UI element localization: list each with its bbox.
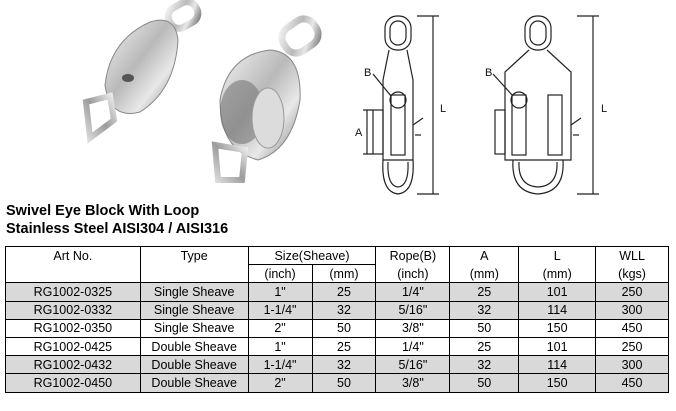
cell-wll: 250 <box>596 283 669 301</box>
cell-art-no: RG1002-0425 <box>6 337 141 355</box>
cell-size-mm: 50 <box>312 374 376 392</box>
cell-rope: 5/16" <box>376 301 450 319</box>
cell-l: 150 <box>519 319 596 337</box>
cell-size-inch: 1" <box>248 337 312 355</box>
l-dimension-double <box>577 16 599 194</box>
cell-type: Double Sheave <box>140 374 248 392</box>
cell-wll: 450 <box>596 319 669 337</box>
cell-size-inch: 2" <box>248 319 312 337</box>
cell-wll: 300 <box>596 356 669 374</box>
units-a: (mm) <box>450 265 519 283</box>
cell-l: 150 <box>519 374 596 392</box>
cell-wll: 450 <box>596 374 669 392</box>
cell-size-inch: 1-1/4" <box>248 356 312 374</box>
b-leader-double <box>493 74 513 96</box>
callout-l-single: L <box>440 103 447 115</box>
cell-size-mm: 50 <box>312 319 376 337</box>
product-title: Swivel Eye Block With Loop <box>6 203 200 219</box>
product-heading <box>6 202 228 238</box>
cell-size-mm: 32 <box>312 301 376 319</box>
cell-art-no: RG1002-0332 <box>6 301 141 319</box>
technical-drawing <box>355 10 665 198</box>
table-row <box>6 374 669 392</box>
cell-rope: 1/4" <box>376 337 450 355</box>
cell-size-inch: 1" <box>248 283 312 301</box>
cell-l: 101 <box>519 283 596 301</box>
units-art-no <box>6 265 141 283</box>
cell-art-no: RG1002-0432 <box>6 356 141 374</box>
double-sheave-block-photo <box>215 14 323 180</box>
cell-art-no: RG1002-0350 <box>6 319 141 337</box>
b-leader-single <box>373 74 391 96</box>
cell-rope: 3/8" <box>376 319 450 337</box>
cell-l: 114 <box>519 356 596 374</box>
cell-size-mm: 25 <box>312 283 376 301</box>
units-l: (mm) <box>519 265 596 283</box>
callout-a: A <box>355 127 363 139</box>
cell-rope: 3/8" <box>376 374 450 392</box>
product-photo <box>70 0 332 192</box>
units-rope: (inch) <box>376 265 450 283</box>
units-size-mm: (mm) <box>312 265 376 283</box>
cell-type: Double Sheave <box>140 337 248 355</box>
header-wll: WLL <box>596 247 669 265</box>
cell-a: 25 <box>450 337 519 355</box>
table-row <box>6 319 669 337</box>
cell-a: 50 <box>450 374 519 392</box>
header-a: A <box>450 247 519 265</box>
units-size-inch: (inch) <box>248 265 312 283</box>
cell-l: 114 <box>519 301 596 319</box>
cell-type: Single Sheave <box>140 301 248 319</box>
cell-a: 32 <box>450 301 519 319</box>
table-row <box>6 337 669 355</box>
l-dimension-single <box>417 16 439 194</box>
cell-wll: 300 <box>596 301 669 319</box>
cell-type: Single Sheave <box>140 319 248 337</box>
header-size: Size(Sheave) <box>248 247 376 265</box>
cell-type: Single Sheave <box>140 283 248 301</box>
cell-size-inch: 1-1/4" <box>248 301 312 319</box>
cell-wll: 250 <box>596 337 669 355</box>
cell-type: Double Sheave <box>140 356 248 374</box>
cell-size-inch: 2" <box>248 374 312 392</box>
product-material: Stainless Steel AISI304 / AISI316 <box>6 221 229 237</box>
callout-b-double: B <box>485 67 493 79</box>
cell-l: 101 <box>519 337 596 355</box>
single-sheave-drawing <box>373 16 423 194</box>
cell-size-mm: 32 <box>312 356 376 374</box>
cell-a: 32 <box>450 356 519 374</box>
cell-art-no: RG1002-0325 <box>6 283 141 301</box>
header-type: Type <box>140 247 248 265</box>
table-row <box>6 283 669 301</box>
header-art-no: Art No. <box>6 247 141 265</box>
header-l: L <box>519 247 596 265</box>
table-row <box>6 301 669 319</box>
single-sheave-block-photo <box>86 0 201 138</box>
cell-a: 25 <box>450 283 519 301</box>
cell-art-no: RG1002-0450 <box>6 374 141 392</box>
double-sheave-drawing <box>495 16 581 194</box>
header-rope: Rope(B) <box>376 247 450 265</box>
units-type <box>140 265 248 283</box>
table-units-row <box>6 265 669 283</box>
spec-table <box>5 246 669 393</box>
cell-a: 50 <box>450 319 519 337</box>
table-row <box>6 356 669 374</box>
callout-b-single: B <box>364 67 372 79</box>
callout-l-double: L <box>601 103 608 115</box>
units-wll: (kgs) <box>596 265 669 283</box>
cell-rope: 1/4" <box>376 283 450 301</box>
cell-size-mm: 25 <box>312 337 376 355</box>
cell-rope: 5/16" <box>376 356 450 374</box>
a-dimension <box>363 110 373 154</box>
table-header-row <box>6 247 669 265</box>
